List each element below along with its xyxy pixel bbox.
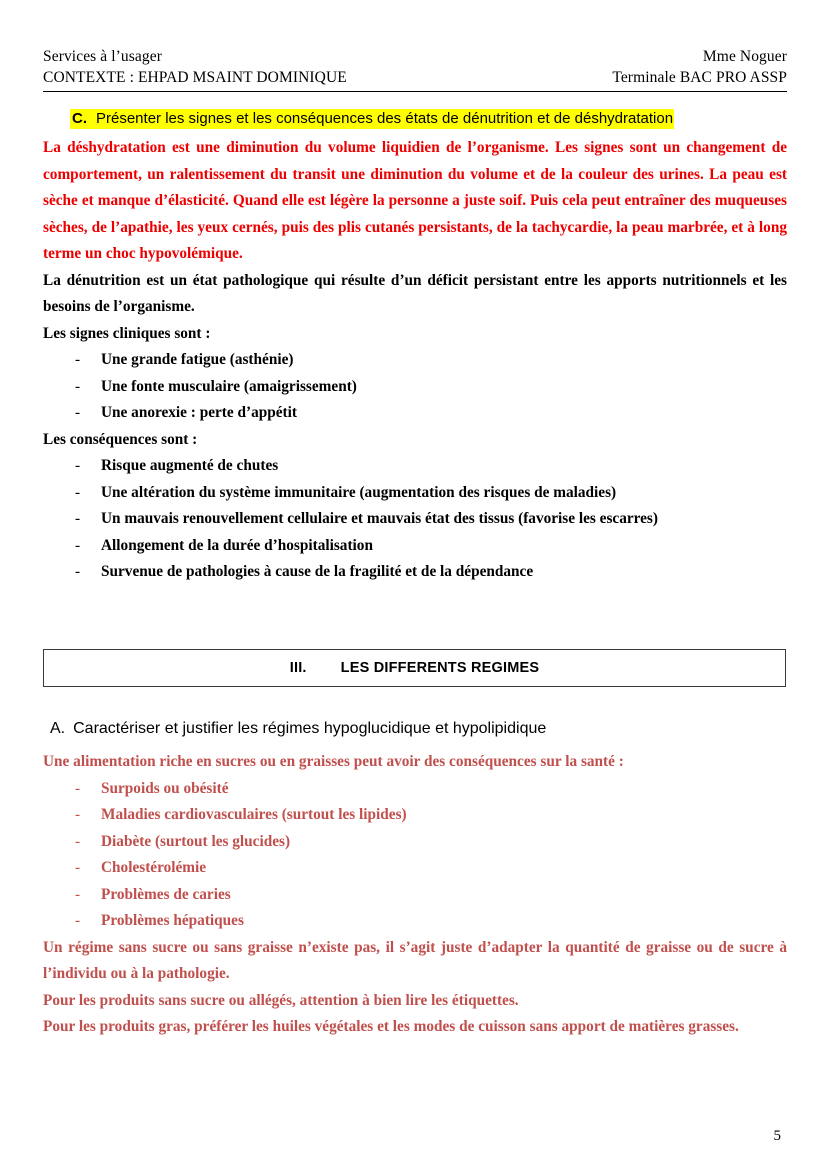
list-item (43, 855, 787, 882)
header-row-2 (43, 67, 787, 88)
list-item-label: Cholestérolémie (101, 859, 207, 876)
list-item (43, 908, 787, 935)
dash-marker: - (75, 377, 81, 395)
list-item-label: Maladies cardiovasculaires (surtout les lipides) (101, 806, 407, 823)
list-item (43, 882, 787, 909)
header-context-label: CONTEXTE : EHPAD MSAINT DOMINIQUE (43, 69, 347, 86)
clinical-signs-list (43, 347, 787, 427)
list-item-label: Survenue de pathologies à cause de la fragilité et de la dépendance (101, 563, 534, 580)
dash-marker: - (75, 779, 81, 797)
list-item-label: Problèmes de caries (101, 885, 231, 903)
paragraph-diet-1: Un régime sans sucre ou sans graisse n’existe pas, il s’agit juste d’adapter la quantité de graisse ou de sucre à l’individu ou à la pathologie. (43, 938, 787, 982)
list-item-label: Une fonte musculaire (amaigrissement) (101, 377, 357, 395)
consequences-intro: Les conséquences sont : (43, 430, 198, 448)
signs-intro: Les signes cliniques sont : (43, 324, 211, 342)
section-iii-numeral: III. (289, 660, 307, 676)
list-item-label: Problèmes hépatiques (101, 912, 244, 929)
list-item-label: Risque augmenté de chutes (101, 457, 279, 474)
dash-marker: - (75, 351, 81, 368)
list-item (43, 559, 787, 586)
subsection-c-highlight (70, 109, 674, 129)
dash-marker: - (75, 563, 81, 580)
subsection-a-title: Caractériser et justifier les régimes hypoglucidique et hypolipidique (73, 720, 547, 737)
header-class-label: Terminale BAC PRO ASSP (612, 69, 787, 86)
health-risks-list (43, 776, 787, 935)
list-item (43, 829, 787, 856)
header-divider (43, 91, 787, 92)
section-iii-box (43, 649, 786, 687)
list-item-label: Un mauvais renouvellement cellulaire et mauvais état des tissus (favorise les escarres) (101, 510, 658, 527)
page-header (43, 46, 787, 92)
header-course-label: Services à l’usager (43, 48, 162, 65)
list-item-label: Une grande fatigue (asthénie) (101, 351, 294, 368)
list-item (43, 776, 787, 803)
subsection-a-heading (43, 718, 787, 740)
list-item (43, 347, 787, 374)
dash-marker: - (75, 859, 81, 876)
section-iii-heading (290, 660, 539, 676)
list-item-label: Une altération du système immunitaire (augmentation des risques de maladies) (101, 483, 617, 501)
list-item (43, 802, 787, 829)
list-item (43, 480, 787, 507)
paragraph-dehydration: La déshydratation est une diminution du volume liquidien de l’organisme. Les signes sont un changement de comportement, un ralentissement du transit une diminution du volume et de la couleur des urines. La peau est sèche et manque d’élasticité. Quand elle est légère la personne a juste soif. Puis cela peut entraîner des muqueuses sèches, de l’apathie, les yeux cernés, puis des plis cutanés persistants, de la tachycardie, la peau marbrée, et à long terme un choc hypovolémique. (43, 139, 787, 262)
paragraph-denutrition: La dénutrition est un état pathologique qui résulte d’un déficit persistant entre les apports nutritionnels et les besoins de l’organisme. (43, 271, 787, 315)
header-row-1 (43, 46, 787, 67)
subsection-c-heading (43, 108, 787, 129)
header-teacher-label: Mme Noguer (702, 48, 787, 65)
list-item (43, 453, 787, 480)
list-item-label: Une anorexie : perte d’appétit (101, 404, 297, 421)
main-content-lower (43, 718, 787, 1041)
list-item-label: Allongement de la durée d’hospitalisation (101, 536, 373, 554)
list-item (43, 374, 787, 401)
list-item-label: Surpoids ou obésité (101, 779, 229, 797)
paragraph-diet-3: Pour les produits gras, préférer les huiles végétales et les modes de cuisson sans apport de matières grasses. (43, 1018, 739, 1035)
dash-marker: - (75, 457, 81, 474)
dash-marker: - (75, 832, 81, 850)
list-item (43, 400, 787, 427)
dash-marker: - (75, 404, 81, 421)
subsection-c-letter: C. (72, 110, 87, 127)
subsection-c-title: Présenter les signes et les conséquences des états de dénutrition et de déshydratation (96, 110, 674, 127)
main-content-upper (43, 108, 787, 586)
dash-marker: - (75, 806, 81, 823)
dash-marker: - (75, 885, 81, 903)
consequences-list (43, 453, 787, 586)
list-item (43, 533, 787, 560)
paragraph-diet-2: Pour les produits sans sucre ou allégés, attention à bien lire les étiquettes. (43, 991, 519, 1009)
list-item-label: Diabète (surtout les glucides) (101, 832, 291, 850)
dash-marker: - (75, 483, 81, 501)
section-iii-title: LES DIFFERENTS REGIMES (340, 660, 540, 676)
dash-marker: - (75, 510, 81, 527)
page-number: 5 (773, 1128, 781, 1144)
subsection-a-letter: A. (50, 720, 66, 737)
paragraph-diet-intro: Une alimentation riche en sucres ou en graisses peut avoir des conséquences sur la santé : (43, 753, 624, 770)
dash-marker: - (75, 536, 81, 554)
list-item (43, 506, 787, 533)
dash-marker: - (75, 912, 81, 929)
